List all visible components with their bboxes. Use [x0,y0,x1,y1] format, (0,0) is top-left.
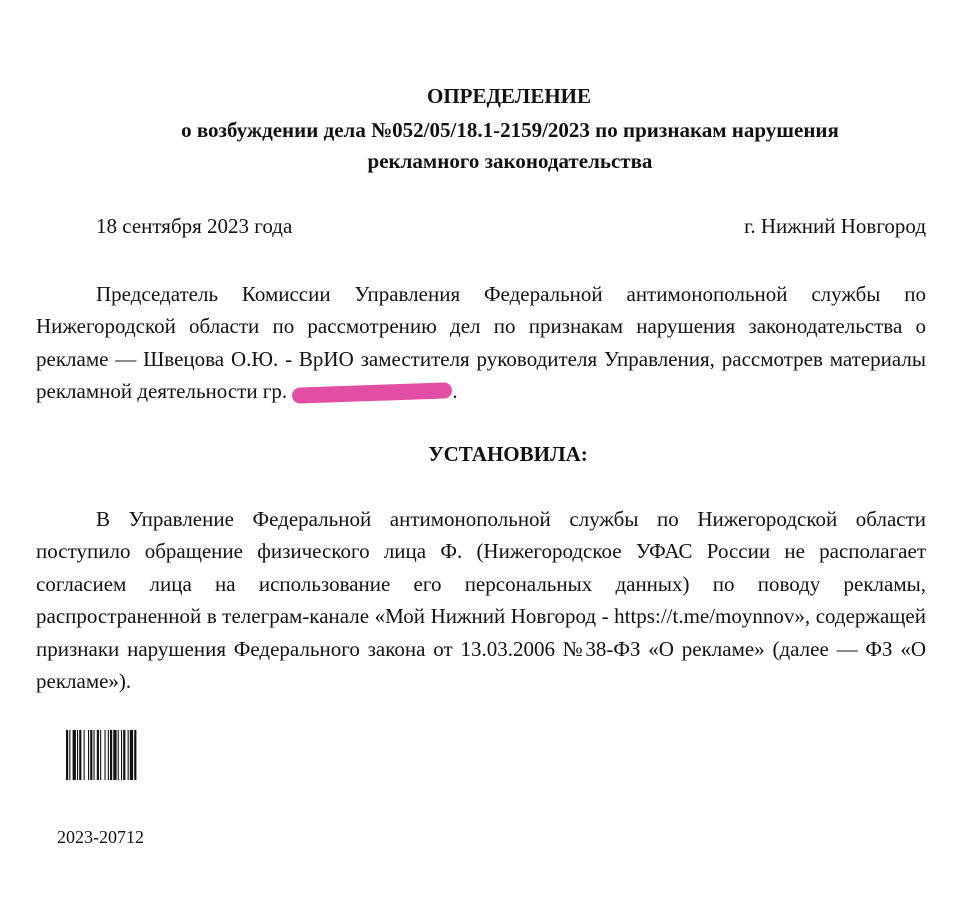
barcode-bar [121,730,122,780]
barcode-bar [118,730,119,780]
barcode-bar [110,730,112,780]
barcode-bar [73,730,76,780]
barcode-bar [108,730,109,780]
barcode-bar [100,730,101,780]
section-heading: УСТАНОВИЛА: [428,442,588,466]
intro-paragraph [36,278,926,408]
barcode-bar [113,730,116,780]
barcode-bar [66,730,68,780]
barcode-bar [97,730,99,780]
subtitle-line-2: рекламного законодательства [367,149,653,173]
barcode-bar [69,730,70,780]
barcode [66,730,182,780]
barcode-bar [105,730,106,780]
barcode-bar [77,730,78,780]
barcode-bar [90,730,92,780]
document-date: 18 сентября 2023 года [96,214,293,238]
barcode-bar [79,730,81,780]
document-subtitle [120,115,900,177]
barcode-bar [134,730,136,780]
intro-paragraph-text: Председатель Комиссии Управления Федеральной антимонопольной службы по Нижегородской области по рассмотрению дел по признакам нарушения законодательства о рекламе — Швецова О.Ю. - ВрИО заместителя руководителя Управления, рассмотрев материалы рекламной деятельности гр. [36,282,926,404]
document-title: ОПРЕДЕЛЕНИЕ [426,84,591,108]
redaction-mark [292,383,452,405]
barcode-bar [94,730,95,780]
barcode-bar [88,730,89,780]
barcode-bar [84,730,85,780]
barcode-bar [130,730,133,780]
document-number: 2023-20712 [57,827,144,847]
subtitle-line-1: о возбуждении дела №052/05/18.1-2159/2023 по признакам нарушения [181,118,839,142]
barcode-bar [128,730,129,780]
document-city: г. Нижний Новгород [744,214,926,238]
barcode-bar [123,730,125,780]
intro-paragraph-end: . [452,379,458,404]
body-paragraph: В Управление Федеральной антимонопольной службы по Нижегородской области поступило обращение физического лица Ф. (Нижегородское УФАС России не располагает согласием лица на использование его персональных данных) по поводу рекламы, распространенной в телеграм-канале «Мой Нижний Новгород - https://t.me/moynnov», содержащей признаки нарушения Федерального закона от 13.03.2006 №38-ФЗ «О рекламе» (далее — ФЗ «О рекламе»). [36,507,926,694]
